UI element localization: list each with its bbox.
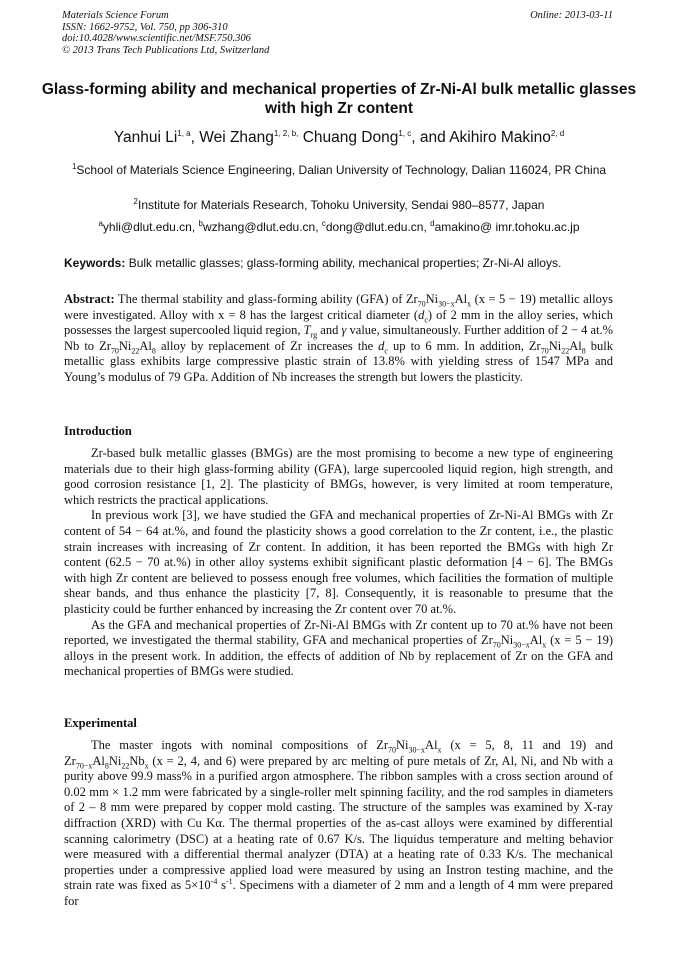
text: As the GFA and mechanical properties of Zr-Ni-Al BMGs with Zr content up to 70 at.% have not been reported, we investigated the thermal stability, GFA and mechanical properties of Zr xyxy=(64,617,613,648)
sub: rg xyxy=(310,330,318,340)
paragraph xyxy=(64,618,613,680)
sup: -4 xyxy=(210,877,218,887)
text: Al xyxy=(425,738,438,752)
text: Ni xyxy=(396,738,409,752)
email-sup: d xyxy=(430,219,435,228)
author-list xyxy=(40,129,638,147)
sub: 8 xyxy=(104,761,109,771)
abstract xyxy=(64,292,613,386)
symbol: d xyxy=(378,338,385,353)
affiliation-2 xyxy=(60,198,618,213)
sub: 8 xyxy=(581,346,586,356)
text: value, simultaneously. Further addition of 2 − 4 at.% Nb to Zr xyxy=(64,323,613,353)
sub: x xyxy=(542,640,547,650)
doi: doi:10.4028/www.scientific.net/MSF.750.306 xyxy=(62,33,251,44)
experimental-body xyxy=(64,738,613,910)
email-sup: a xyxy=(98,219,103,228)
text: . Specimens with a diameter of 2 mm and a length of 4 mm were prepared for xyxy=(64,878,613,908)
sub: 30−x xyxy=(513,640,530,650)
sub: 70 xyxy=(417,299,426,309)
sub: c xyxy=(384,346,388,356)
author-name: Akihiro Makino xyxy=(449,129,551,146)
paper-title: Glass-forming ability and mechanical properties of Zr-Ni-Al bulk metallic glasses with high Zr content xyxy=(41,81,637,117)
sub: 70 xyxy=(388,745,397,755)
abstract-label: Abstract: xyxy=(64,292,115,306)
email: amakino@ imr.tohoku.ac.jp xyxy=(434,220,580,234)
text: (x = 5 − 19) alloys in the present work. In addition, the effects of addition of Nb by replacement of Zr on the GFA and mechanical properties of BMGs were studied. xyxy=(64,633,613,679)
journal-name: Materials Science Forum xyxy=(62,10,169,21)
text: The master ingots with nominal compositions of Zr xyxy=(91,738,389,752)
symbol: T xyxy=(303,323,311,338)
email: yhli@dlut.edu.cn, xyxy=(102,220,199,234)
sub: x xyxy=(467,299,472,309)
author-sep: , xyxy=(190,129,200,146)
affiliation-sup: 2 xyxy=(133,197,138,206)
email-list xyxy=(60,220,618,235)
paragraph xyxy=(64,738,613,910)
keywords-label: Keywords: xyxy=(64,256,126,270)
paragraph: In previous work [3], we have studied the GFA and mechanical properties of Zr-Ni-Al BMGs with Zr content of 54 − 64 at.%, and found the plasticity shows a good correlation to the Zr content, i.e., the plastic strain increases with increasing of Zr content. In addition, it has been reported the BMGs with high Zr content (62.5 − 70 at.%) in other alloy systems exhibit significant plastic deformation [4 − 6]. The BMGs with high Zr content are believed to possess enough free volumes, which facilities the formation of multiple shear bands, and thus enhance the plasticity [7, 8]. Consequently, it is reasonable to presume that the plasticity could be further enhanced by increasing the Zr content over 70 at.%. xyxy=(64,508,613,616)
affiliation-text: Institute for Materials Research, Tohoku University, Sendai 980–8577, Japan xyxy=(138,198,545,212)
text: Al xyxy=(569,338,582,353)
email: dong@dlut.edu.cn, xyxy=(325,220,431,234)
introduction-heading: Introduction xyxy=(64,424,132,438)
text: The thermal stability and glass-forming ability (GFA) of Zr xyxy=(114,292,418,306)
text: (x = 5 − 19) metallic alloys were investigated. Alloy with x = 8 has the largest critical diameter ( xyxy=(64,292,613,322)
sub: 70 xyxy=(492,640,501,650)
online-date: Online: 2013-03-11 xyxy=(530,10,613,21)
keywords-text: Bulk metallic glasses; glass-forming ability, mechanical properties; Zr-Ni-Al alloys. xyxy=(125,256,562,270)
author-sup: 1, a xyxy=(177,128,191,138)
sub: 30−x xyxy=(438,299,455,309)
text: Ni xyxy=(425,292,439,306)
introduction-body xyxy=(64,446,613,680)
sub: 8 xyxy=(151,346,156,356)
text: Al xyxy=(454,292,468,306)
sub: 70−x xyxy=(75,761,93,771)
text: Al xyxy=(529,633,543,648)
journal-header xyxy=(62,10,269,56)
text: and xyxy=(317,323,342,338)
symbol: d xyxy=(418,307,425,322)
author-name: Wei Zhang xyxy=(199,129,274,146)
sup: -1 xyxy=(225,877,233,887)
symbol: γ xyxy=(341,323,347,338)
sub: 22 xyxy=(561,346,570,356)
text: s xyxy=(217,878,226,893)
text: Ni xyxy=(108,753,122,768)
sub: 22 xyxy=(121,761,130,771)
author-sup: 1, c xyxy=(398,128,412,138)
issn: ISSN: 1662-9752, Vol. 750, pp 306-310 xyxy=(62,21,228,33)
text: Nb xyxy=(129,753,145,768)
text: Al xyxy=(92,753,105,768)
email: wzhang@dlut.edu.cn, xyxy=(202,220,322,234)
text: ) of 2 mm in the alloy series, which possesses the largest supercooled liquid region, xyxy=(64,307,613,338)
text: bulk metallic glass exhibits large compressive plastic strain of 13.8% with yielding stress of 1547 MPa and Young’s modulus of 79 GPa. Addition of Nb increases the strength but lowers the plasticity. xyxy=(64,338,613,384)
text: Ni xyxy=(118,338,132,353)
affiliation-1 xyxy=(60,163,618,178)
abstract-paragraph xyxy=(64,292,613,386)
sub: 30−x xyxy=(408,745,426,755)
email-sup: c xyxy=(321,219,326,228)
sub: c xyxy=(424,315,428,325)
sub: 70 xyxy=(110,346,119,356)
sub: 70 xyxy=(540,346,549,356)
text: Ni xyxy=(500,633,514,648)
affiliation-sup: 1 xyxy=(71,162,77,171)
copyright: © 2013 Trans Tech Publications Ltd, Switzerland xyxy=(62,44,270,56)
author-sup: 2, d xyxy=(550,128,565,138)
text: (x = 5, 8, 11 and 19) and Zr xyxy=(64,738,613,768)
affiliation-text: School of Materials Science Engineering, Dalian University of Technology, Dalian 116024, PR China xyxy=(76,163,607,177)
text: (x = 2, 4, and 6) were prepared by arc melting of pure metals of Zr, Al, Ni, and Nb with a purity above 99.9 mass% in a purified argon atmosphere. The ribbon samples with a cross section around of 0.02 mm × 1.2 mm were fabricated by a single-roller melt spinning facility, and the rod samples in diameters of 2 – 8 mm were prepared by copper mold casting. The structure of the samples was examined by X-ray diffraction (XRD) with Cu Kα. The thermal properties of the as-cast alloys were examined by differential scanning calorimetry (DSC) at a heating rate of 0.67 K/s. The liquidus temperature and melting behavior were measured with a differential thermal analyzer (DTA) at a heating rate of 0.33 K/s. The mechanical properties under a compressive applied load were measured by using an Instron testing machine, and the strain rate was fixed as 5×10 xyxy=(64,753,613,893)
text: Ni xyxy=(548,338,562,353)
author-name: Chuang Dong xyxy=(302,129,399,146)
paragraph: Zr-based bulk metallic glasses (BMGs) are the most promising to become a new type of engineering materials due to their high glass-forming ability (GFA), large supercooled liquid region, high strength, and good corrosion resistance [1, 2]. The plasticity of BMGs, however, is very limited at room temperature, which restricts the practical applications. xyxy=(64,446,613,507)
author-name: Yanhui Li xyxy=(113,129,178,146)
text: up to 6 mm. In addition, Zr xyxy=(387,338,541,353)
author-sep: , and xyxy=(411,129,450,146)
text: alloy by replacement of Zr increases the xyxy=(155,338,379,353)
experimental-heading: Experimental xyxy=(64,716,137,730)
keywords xyxy=(64,256,616,270)
sub: 22 xyxy=(131,346,140,356)
email-sup: b xyxy=(198,219,203,228)
author-sup: 1, 2, b, xyxy=(273,128,299,138)
text: Al xyxy=(139,338,152,353)
sub: x xyxy=(437,745,442,755)
sub: x xyxy=(144,761,149,771)
